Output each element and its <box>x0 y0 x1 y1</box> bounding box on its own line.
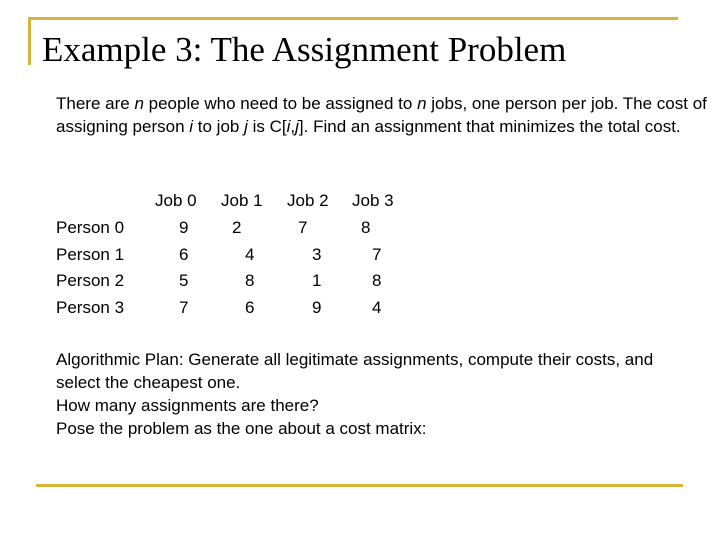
matrix-cell: 2 <box>232 218 242 237</box>
row-label: Person 0 <box>56 218 125 237</box>
matrix-cell: 7 <box>179 298 189 317</box>
column-header: Job 3 <box>352 191 394 210</box>
matrix-cell: 1 <box>312 271 322 290</box>
matrix-cell: 5 <box>179 271 189 290</box>
row-label: Person 1 <box>56 245 125 264</box>
row-label: Person 2 <box>56 271 125 290</box>
matrix-cell: 8 <box>361 218 371 237</box>
matrix-cell: 9 <box>179 218 189 237</box>
matrix-cell: 8 <box>245 271 255 290</box>
matrix-cell: 7 <box>298 218 308 237</box>
plan-line: How many assignments are there? <box>56 396 319 415</box>
slide-title: Example 3: The Assignment Problem <box>42 30 567 69</box>
matrix-cell: 4 <box>372 298 382 317</box>
column-header: Job 0 <box>155 191 197 210</box>
top-accent-line <box>28 17 678 20</box>
plan-line: Algorithmic Plan: Generate all legitimate assignments, compute their costs, and select the cheapest one. <box>56 350 654 392</box>
column-header: Job 2 <box>287 191 329 210</box>
matrix-cell: 6 <box>245 298 255 317</box>
matrix-cell: 9 <box>312 298 322 317</box>
matrix-cell: 8 <box>372 271 382 290</box>
column-header: Job 1 <box>221 191 263 210</box>
row-label: Person 3 <box>56 298 125 317</box>
plan-text <box>56 348 696 440</box>
matrix-cell: 4 <box>245 245 255 264</box>
plan-line: Pose the problem as the one about a cost matrix: <box>56 419 427 438</box>
matrix-cell: 6 <box>179 245 189 264</box>
bottom-accent-line <box>36 484 683 487</box>
problem-statement: There are n people who need to be assigned to n jobs, one person per job. The cost of assigning person i to job j is C[i,j]. Find an assignment that minimizes the total cost. <box>56 94 707 136</box>
matrix-cell: 3 <box>312 245 322 264</box>
matrix-cell: 7 <box>372 245 382 264</box>
left-accent-line <box>28 17 31 65</box>
